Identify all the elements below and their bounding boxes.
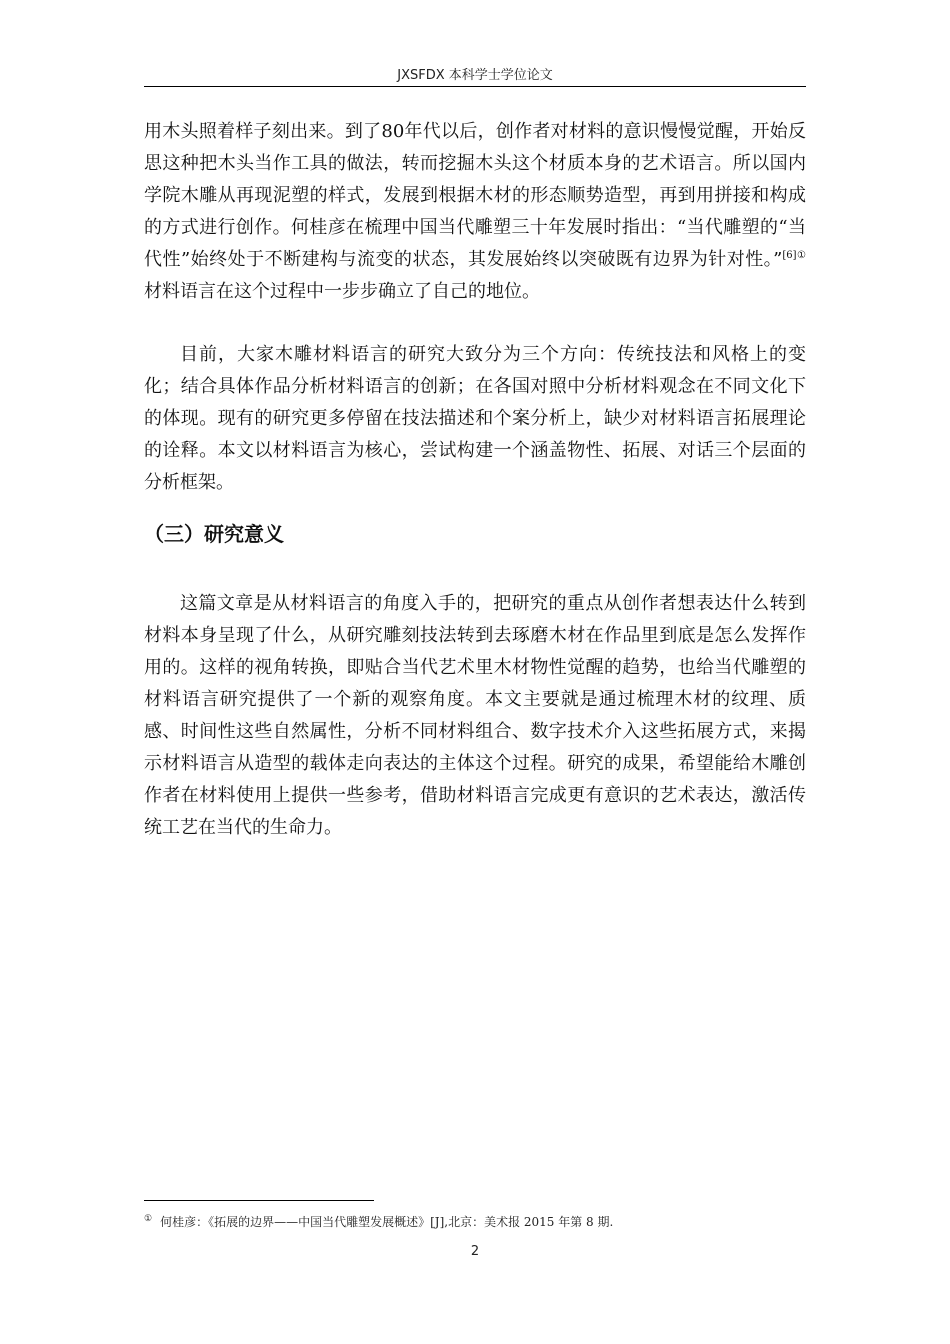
page-number: 2 — [470, 1244, 480, 1259]
paragraph-2 — [144, 339, 806, 499]
paragraph-3 — [144, 588, 806, 844]
paragraph-1-text-end: 材料语言在这个过程中一步步确立了自己的地位。 — [144, 281, 540, 302]
citation-reference[interactable]: [6]① — [782, 250, 806, 261]
paragraph-3-text: 这篇文章是从材料语言的角度入手的，把研究的重点从创作者想表达什么转到材料本身呈现了什么，从研究雕刻技法转到去琢磨木材在作品里到底是怎么发挥作用的。这样的视角转换，即贴合当代艺术里木材物性觉醒的趋势，也给当代雕塑的材料语言研究提供了一个新的观察角度。本文主要就是通过梳理木材的纹理、质感、时间性这些自然属性，分析不同材料组合、数字技术介入这些拓展方式，来揭示材料语言从造型的载体走向表达的主体这个过程。研究的成果，希望能给木雕创作者在材料使用上提供一些参考，借助材料语言完成更有意识的艺术表达，激活传统工艺在当代的生命力。 — [144, 593, 806, 838]
section-heading: （三）研究意义 — [144, 522, 284, 546]
footnote — [144, 1210, 806, 1231]
footnote-rule — [144, 1200, 374, 1201]
paragraph-2-text: 目前，大家木雕材料语言的研究大致分为三个方向：传统技法和风格上的变化；结合具体作品分析材料语言的创新；在各国对照中分析材料观念在不同文化下的体现。现有的研究更多停留在技法描述和个案分析上，缺少对材料语言拓展理论的诠释。本文以材料语言为核心，尝试构建一个涵盖物性、拓展、对话三个层面的分析框架。 — [144, 344, 806, 493]
paragraph-1-text: 用木头照着样子刻出来。到了80年代以后，创作者对材料的意识慢慢觉醒，开始反思这种把木头当作工具的做法，转而挖掘木头这个材质本身的艺术语言。所以国内学院木雕从再现泥塑的样式，发展到根据木材的形态顺势造型，再到用拼接和构成的方式进行创作。何桂彦在梳理中国当代雕塑三十年发展时指出：“当代雕塑的“当代性”始终处于不断建构与流变的状态，其发展始终以突破既有边界为针对性。” — [144, 121, 806, 270]
paragraph-1 — [144, 116, 806, 308]
footnote-mark: ① — [144, 1214, 153, 1224]
footnote-text: 何桂彦：《拓展的边界——中国当代雕塑发展概述》[J],北京：美术报 2015 年第 8 期. — [160, 1215, 614, 1229]
running-header: JXSFDX 本科学士学位论文 — [397, 68, 553, 83]
header-rule — [144, 86, 806, 87]
